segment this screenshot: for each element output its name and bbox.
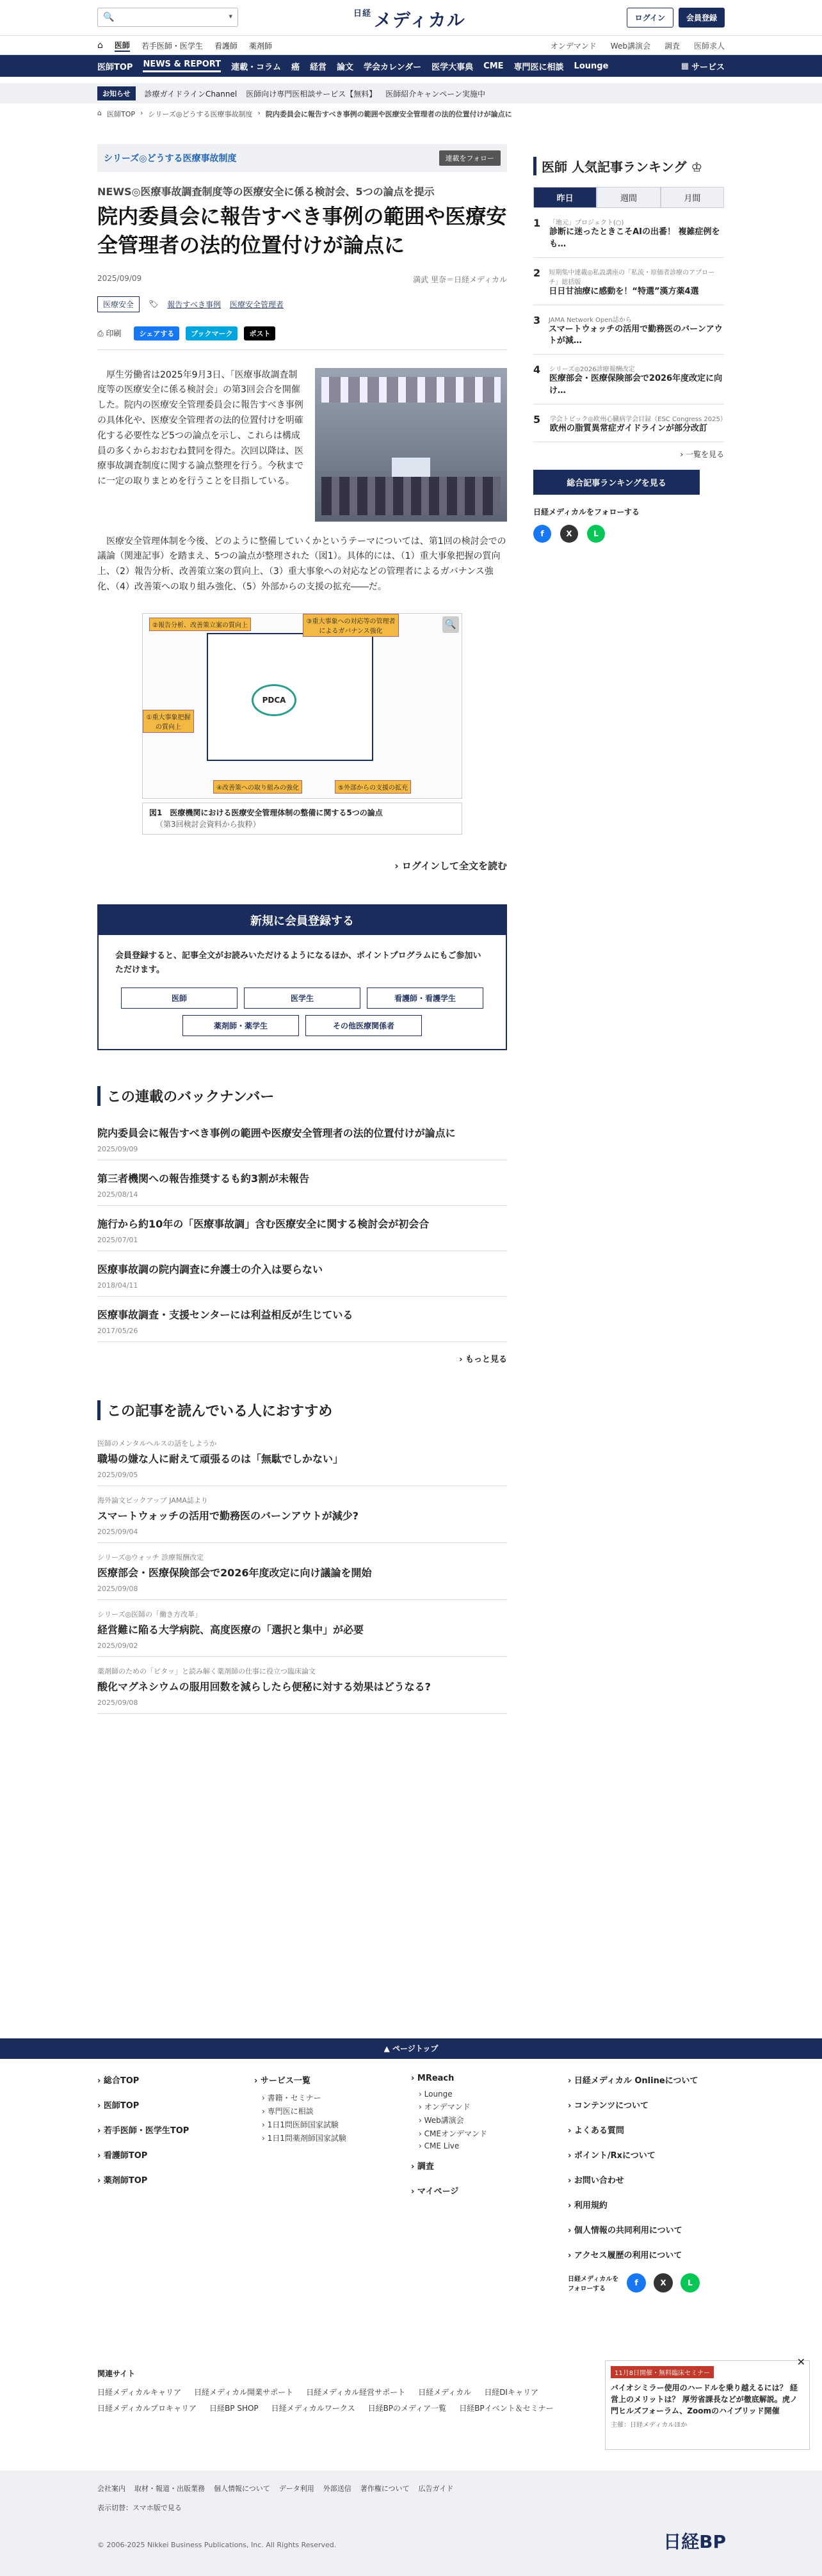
nav-calendar[interactable]: 学会カレンダー (364, 62, 422, 72)
nav-dictionary[interactable]: 医学大事典 (431, 62, 474, 72)
recommend-title: この記事を読んでいる人におすすめ (97, 1400, 507, 1420)
breadcrumb-item[interactable]: 医師TOP (106, 110, 135, 118)
more-link[interactable]: › もっと見る (459, 1354, 507, 1364)
ranking-item[interactable]: 5 学会トピック◎欧州心臓病学会目録（ESC Congress 2025） 欧州の脂質異常症ガイドラインが部分改訂 (533, 404, 724, 442)
nav-service[interactable]: ▦ サービス (681, 61, 725, 72)
print-button[interactable]: ⎙ 印刷 (97, 329, 122, 339)
notice-tag: お知らせ (97, 86, 136, 100)
footer-small-link[interactable]: 取材・報道・出版業務 (134, 2484, 205, 2493)
breadcrumb-current: 院内委員会に報告すべき事例の範囲や医療安全管理者の法的位置付けが論点に (265, 110, 512, 118)
seminar-ad[interactable] (605, 2356, 810, 2450)
home-icon[interactable]: ⌂ (97, 40, 103, 51)
subnav-jobs[interactable]: 医師求人 (693, 41, 725, 51)
footer-link[interactable]: › 総合TOP (97, 2076, 140, 2086)
related-link[interactable]: 日経メディカルプロキャリア (97, 2404, 197, 2413)
footer-small-link[interactable]: 個人情報について (214, 2484, 270, 2493)
footer-link[interactable]: › MReach (411, 2074, 455, 2083)
x-post-button[interactable]: ポスト (244, 326, 275, 340)
footer-link[interactable]: › 日経メディカル Onlineについて (568, 2076, 698, 2086)
keyword-tag[interactable]: 医療安全管理者 (230, 300, 284, 309)
footer-link[interactable]: › 医師TOP (97, 2101, 140, 2111)
search-input[interactable] (97, 8, 238, 27)
chevron-down-icon[interactable]: ▾ (229, 12, 232, 20)
breadcrumb: ⌂ 医師TOP › シリーズ◎どうする医療事故制度 › 院内委員会に報告すべき事例の範囲や医療安全管理者の法的位置付けが論点に (97, 109, 512, 118)
footer-link[interactable]: › コンテンツについて (568, 2101, 649, 2111)
footer-link[interactable]: › 利用規約 (568, 2201, 608, 2211)
tab-monthly[interactable]: 月間 (661, 187, 724, 208)
follow-series-button[interactable]: 連載をフォロー (439, 150, 501, 166)
share-bar (97, 326, 507, 350)
backnumber-list (97, 1115, 507, 1342)
article-title: 院内委員会に報告すべき事例の範囲や医療安全管理者の法的位置付けが論点に (97, 204, 507, 257)
footer-small-link[interactable]: 会社案内 (97, 2484, 125, 2493)
article-main (97, 144, 507, 1714)
notice-item[interactable]: 医師紹介キャンペーン実施中 (385, 89, 485, 99)
ranking-item[interactable]: 1 「地元」プロジェクト(○) 診断に迷ったときこそAIの出番！ 複雑症例をも… (533, 208, 724, 258)
subnav-nurse[interactable]: 看護師 (214, 41, 238, 51)
facebook-icon[interactable]: f (627, 2273, 646, 2292)
login-button[interactable]: ログイン (627, 8, 673, 28)
list-item[interactable]: 海外論文ピックアップ JAMA誌より スマートウォッチの活用で勤務医のバーンアウトが減少? 2025/09/04 (97, 1486, 507, 1543)
figure-source: （第3回検討会資料から抜粋） (156, 819, 261, 829)
nav-papers[interactable]: 論文 (336, 62, 353, 72)
lead-paragraph: 厚生労働省は2025年9月3日、「医療事故調査制度等の医療安全に係る検討会」の第3回会合を開催した。院内の医療安全管理委員会に報告すべき事例の具体化や、医療安全管理者の法的位置付けを明確化する必要性など5つの論点を示し、これらは構成員の多くからおおむね賛同を得た。次回以降は、医療事故調査制度に関する論点整理を行う。今秋までに一定の取りまとめを行うことを目指している。 (97, 369, 303, 487)
footer-link[interactable]: › お問い合わせ (568, 2176, 624, 2186)
page-top-button[interactable]: ▲ ページトップ (0, 2038, 822, 2059)
fig-label: ④改善策への取り組みの強化 (213, 780, 302, 794)
footer-link[interactable]: › 若手医師・医学生TOP (97, 2126, 189, 2136)
nav-cancer[interactable]: 癌 (291, 62, 300, 72)
notice-item[interactable]: 診療ガイドラインChannel (144, 89, 238, 99)
close-icon[interactable]: ✕ (796, 2356, 805, 2368)
ad-sponsor: 主催：日経メディカルほか (611, 2422, 688, 2429)
register-pharmacist-button[interactable]: 薬剤師・薬学生 (182, 1015, 299, 1036)
subnav-young[interactable]: 若手医師・医学生 (141, 41, 203, 51)
login-to-read-link[interactable]: › ログインして全文を読む (394, 860, 507, 872)
crown-icon: ♔ (691, 159, 703, 175)
article-date: 2025/09/09 (97, 273, 142, 283)
backnumber-title: この連載のバックナンバー (97, 1086, 507, 1106)
list-item[interactable]: 医療事故調査・支援センターには利益相反が生じている 2017/05/26 (97, 1297, 507, 1342)
footer-link[interactable]: › 調査 (411, 2162, 434, 2172)
ranking-more-link[interactable]: › 一覧を見る (680, 449, 724, 459)
tab-yesterday[interactable]: 昨日 (533, 187, 597, 208)
site-header (0, 0, 822, 36)
ranking-item[interactable]: 2 短期集中連載◎私設講座の「私流・原価者診療のアプローチ」総括版 日日甘油療に感動を！“特選”漢方薬4選 (533, 258, 724, 305)
subnav-web[interactable]: Web講演会 (610, 41, 650, 51)
fig-label: ②報告分析、改善策立案の質向上 (149, 618, 251, 631)
fig-label: ③重大事象への対応等の管理者によるガバナンス強化 (303, 614, 399, 637)
footer-link[interactable]: › よくある質問 (568, 2126, 624, 2136)
footer-small-link[interactable]: 広告ガイド (418, 2484, 454, 2493)
hatena-bookmark-button[interactable]: ブックマーク (186, 326, 238, 340)
footer-link[interactable]: › CME Live (419, 2141, 460, 2150)
fig-label: ①重大事象把握の質向上 (143, 710, 194, 733)
category-tag[interactable]: 医療安全 (97, 296, 140, 312)
nav-consult[interactable]: 専門医に相談 (513, 62, 564, 72)
footer-link[interactable]: › サービス一覧 (254, 2076, 310, 2086)
subnav-doctor[interactable]: 医師 (115, 40, 130, 52)
nav-cme[interactable]: CME (483, 61, 504, 71)
sidebar (533, 144, 727, 543)
list-item[interactable]: 医師のメンタルヘルスの話をしようか 職場の嫌な人に耐えて頑張るのは「無駄でしかない」 2025/09/05 (97, 1429, 507, 1486)
register-box (97, 904, 507, 1050)
line-icon[interactable]: L (681, 2273, 700, 2292)
footer-link[interactable]: › Lounge (419, 2090, 453, 2099)
footer-link[interactable]: › 薬剤師TOP (97, 2176, 148, 2186)
footer-small-link[interactable]: 著作権について (360, 2484, 410, 2493)
audience-nav (0, 36, 822, 55)
list-item[interactable]: シリーズ◎ウォッチ 診療報酬改定 医療部会・医療保険部会で2026年度改定に向け議論を開始 2025/09/08 (97, 1543, 507, 1600)
register-nurse-button[interactable]: 看護師・看護学生 (367, 988, 483, 1009)
follow-label: 日経メディカルをフォローする (533, 507, 640, 516)
related-link[interactable]: 日経BP SHOP (209, 2404, 259, 2413)
keyword-tag[interactable]: 報告すべき事例 (167, 300, 222, 309)
figure (136, 613, 469, 835)
list-item[interactable]: 薬剤師のための「ピタッ」と読み解く薬剤師の仕事に役立つ臨床論文 酸化マグネシウムの服用回数を減らしたら便秘に対する効果はどうなる? 2025/09/08 (97, 1657, 507, 1714)
facebook-icon[interactable]: f (533, 525, 551, 543)
series-bar (97, 144, 507, 172)
footer-link[interactable]: › オンデマンド (419, 2102, 471, 2111)
footer-link[interactable]: › ポイント/Rxについて (568, 2151, 656, 2161)
footer-link[interactable]: › マイページ (411, 2187, 459, 2196)
subnav-ondemand[interactable]: オンデマンド (550, 41, 597, 51)
main-nav (0, 55, 822, 77)
pdca-label: PDCA (252, 684, 296, 716)
tag-icon: 🏷 (149, 300, 159, 309)
notice-bar (0, 83, 822, 104)
line-icon[interactable]: L (587, 525, 605, 543)
tag-list (97, 296, 507, 312)
list-item[interactable]: 施行から約10年の「医療事故調」含む医療安全に関する検討会が初会合 2025/07/01 (97, 1206, 507, 1251)
figure-diagram[interactable] (142, 613, 462, 799)
facebook-share-button[interactable]: シェアする (134, 326, 179, 340)
subnav-survey[interactable]: 調査 (664, 41, 680, 51)
footer-link[interactable]: › 看護師TOP (97, 2151, 148, 2161)
related-link[interactable]: 日経BPイベント＆セミナー (459, 2404, 554, 2413)
ranking-item[interactable]: 4 シリーズ◎2026診療報酬改定 医療部会・医療保険部会で2026年度改定に向け… (533, 355, 724, 404)
footer-link[interactable]: › Web講演会 (419, 2116, 464, 2125)
x-icon[interactable]: X (654, 2273, 673, 2292)
related-link[interactable]: 日経メディカルキャリア (97, 2388, 182, 2397)
register-button[interactable]: 会員登録 (679, 8, 725, 28)
list-item[interactable]: 院内委員会に報告すべき事例の範囲や医療安全管理者の法的位置付けが論点に 2025/09/09 (97, 1115, 507, 1160)
footer-link[interactable]: › 1日1問薬剤師国家試験 (262, 2134, 346, 2143)
home-icon[interactable]: ⌂ (97, 109, 102, 117)
related-link[interactable]: 日経BPのメディア一覧 (367, 2404, 447, 2413)
related-link[interactable]: 日経DIキャリア (484, 2388, 538, 2397)
notice-item[interactable]: 医師向け専門医相談サービス【無料】 (246, 89, 377, 99)
view-switch-link[interactable]: 表示切替：スマホ版で見る (97, 2504, 182, 2512)
footer-follow-label: 日経メディカルをフォローする (568, 2276, 619, 2292)
nav-top[interactable]: 医師TOP (97, 62, 133, 72)
register-other-button[interactable]: その他医療関係者 (305, 1015, 422, 1036)
related-link[interactable]: 日経メディカル開業サポート (194, 2388, 294, 2397)
recommend-list (97, 1429, 507, 1714)
nikkei-bp-logo[interactable]: 日経BP (663, 2531, 726, 2552)
grid-icon: ▦ (681, 61, 689, 71)
footer-columns (97, 2074, 725, 2305)
footer-link[interactable]: › CMEオンデマンド (419, 2129, 487, 2138)
register-title: 新規に会員登録する (99, 906, 506, 935)
all-ranking-button[interactable]: 総合記事ランキングを見る (533, 470, 700, 495)
site-logo[interactable]: $^{日経}$ メディカル (353, 9, 465, 31)
list-item[interactable]: 医療事故調の院内調査に弁護士の介入は要らない 2018/04/11 (97, 1251, 507, 1297)
related-link[interactable]: 日経メディカルワークス (271, 2404, 355, 2413)
x-icon[interactable]: X (560, 525, 578, 543)
nav-lounge[interactable]: Lounge (574, 61, 609, 71)
register-desc: 会員登録すると、記事全文がお読みいただけるようになるほか、ポイントプログラムにもご参加いただけます。 (115, 950, 481, 975)
zoom-icon[interactable]: 🔍 (442, 616, 459, 633)
print-icon: ⎙ (97, 329, 106, 339)
footer-link[interactable]: › 書籍・セミナー (262, 2093, 321, 2102)
search-icon: 🔍 (103, 12, 115, 22)
footer-small-link[interactable]: 外部送信 (323, 2484, 351, 2493)
list-item[interactable]: 第三者機関への報告推奨するも約3割が未報告 2025/08/14 (97, 1160, 507, 1206)
footer-link[interactable]: › 個人情報の共同利用について (568, 2226, 682, 2236)
figure-caption: 図1 医療機関における医療安全管理体制の整備に関する5つの論点 (149, 808, 383, 817)
register-student-button[interactable]: 医学生 (244, 988, 360, 1009)
footer-link[interactable]: › 専門医に相談 (262, 2107, 314, 2116)
ad-badge: 11月8日開催・無料臨床セミナー (611, 2366, 714, 2378)
fig-label: ⑤外部からの支援の拡充 (335, 780, 411, 794)
ranking-title: 医師 人気記事ランキング ♔ (533, 157, 724, 175)
ranking-item[interactable]: 3 JAMA Network Open誌から スマートウォッチの活用で勤務医のバーンアウトが減… (533, 305, 724, 355)
nav-column[interactable]: 連載・コラム (231, 62, 281, 72)
related-title: 関連サイト (97, 2369, 136, 2378)
subnav-pharmacist[interactable]: 薬剤師 (248, 41, 272, 51)
footer-link[interactable]: › アクセス履歴の利用について (568, 2251, 682, 2260)
ranking-tabs (533, 187, 724, 208)
tab-weekly[interactable]: 週間 (597, 187, 660, 208)
related-link[interactable]: 日経メディカル (418, 2388, 472, 2397)
body-paragraph: 医療安全管理体制を今後、どのように整備していくかというテーマについては、第1回の検討会での議論（関連記事）を踏まえ、5つの論点が整理された（図1）。具体的には、（1）重大事象把握の質向上、（2）報告分析、改善策立案の質向上、（3）重大事象への対応などの管理者によるガバナンス強化、（4）改善策への取り組み強化、（5）外部からの支援の拡充――だ。 (97, 536, 506, 592)
article-kicker: NEWS◎医療事故調査制度等の医療安全に係る検討会、5つの論点を提示 (97, 186, 435, 198)
register-doctor-button[interactable]: 医師 (121, 988, 238, 1009)
nav-management[interactable]: 経営 (309, 62, 326, 72)
nav-news[interactable]: NEWS & REPORT (143, 60, 221, 72)
list-item[interactable]: シリーズ◎医師の「働き方改革」 経営難に陥る大学病院、高度医療の「選択と集中」が必要 2025/09/02 (97, 1600, 507, 1657)
ad-title: バイオシミラー使用のハードルを乗り越えるには？ 経営上のメリットは？ 厚労省課長などが徹底解説。虎ノ門ヒルズフォーラム、Zoomのハイブリッド開催 (611, 2383, 798, 2415)
breadcrumb-item[interactable]: シリーズ◎どうする医療事故制度 (148, 110, 253, 118)
series-link[interactable]: シリーズ◎どうする医療事故制度 (104, 154, 237, 164)
meeting-photo (315, 368, 507, 522)
footer-links (0, 2470, 822, 2576)
footer-link[interactable]: › 1日1問医師国家試験 (262, 2120, 339, 2129)
copyright: © 2006-2025 Nikkei Business Publications, Inc. All Rights Reserved. (97, 2541, 337, 2549)
footer-small-link[interactable]: データ利用 (278, 2484, 314, 2493)
related-link[interactable]: 日経メディカル経営サポート (306, 2388, 406, 2397)
article-author: 満武 里奈＝日経メディカル (413, 275, 507, 284)
